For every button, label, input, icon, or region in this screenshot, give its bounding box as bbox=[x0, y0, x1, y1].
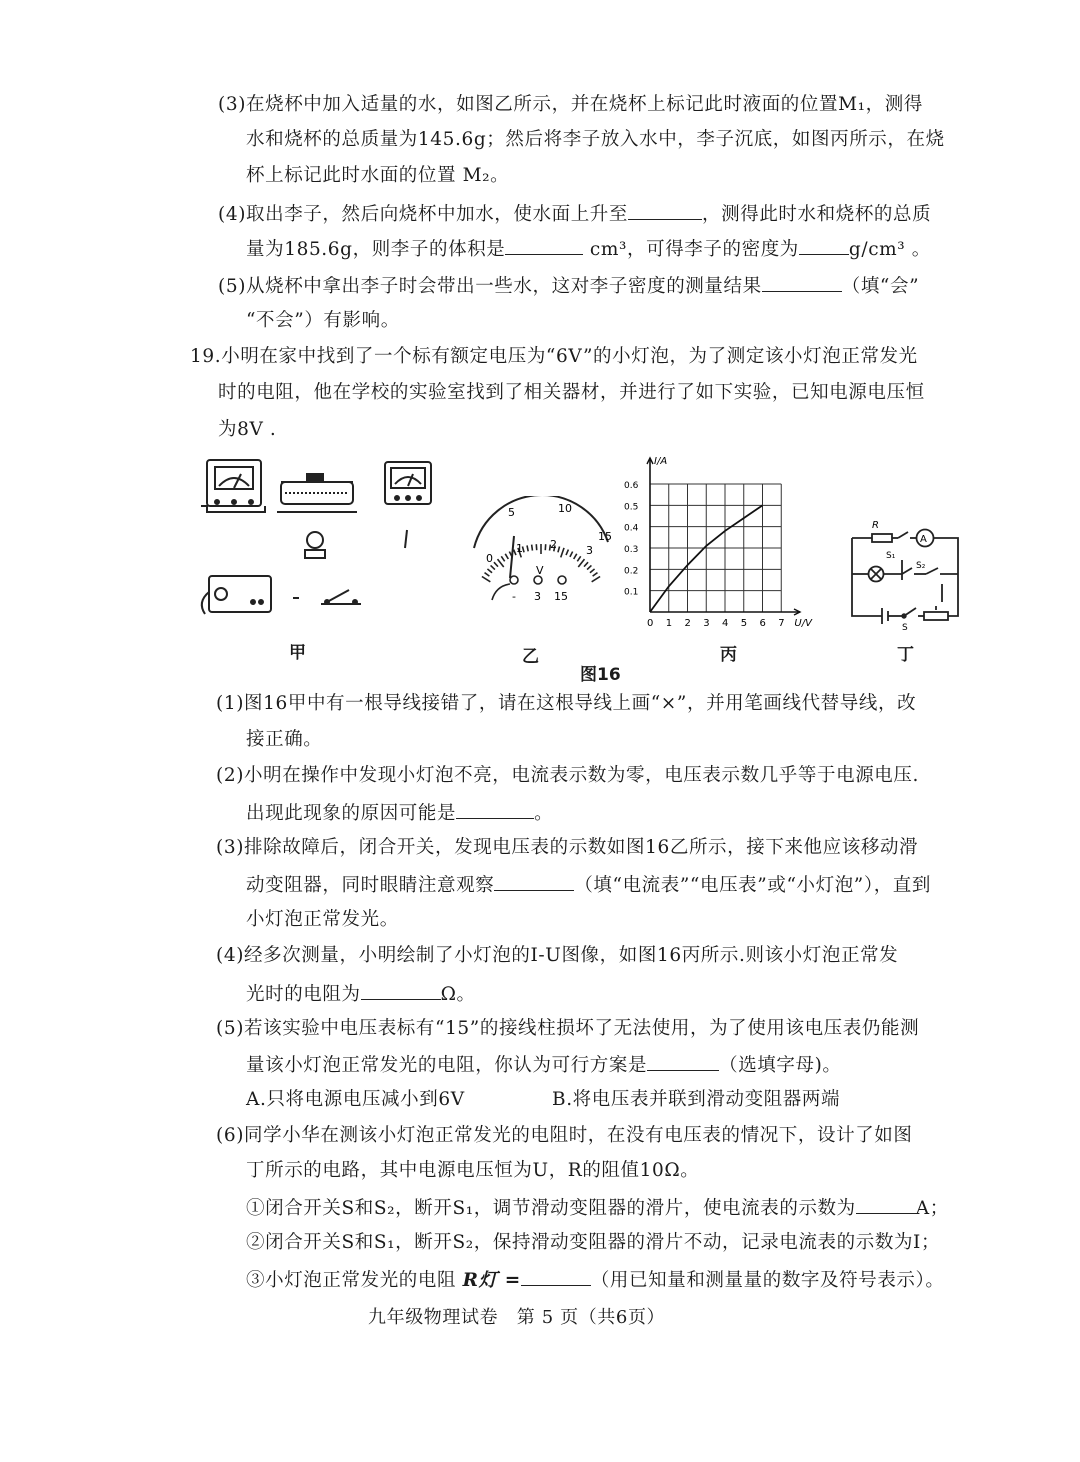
x-tick-label: 1 bbox=[665, 618, 673, 629]
q18-p5-line2: “不会”）有影响。 bbox=[246, 310, 400, 331]
x-tick-label: 7 bbox=[778, 618, 785, 629]
switch-device bbox=[321, 590, 361, 604]
dial-needle bbox=[510, 536, 514, 578]
dial-tick bbox=[574, 554, 577, 559]
y-axis-label: I/A bbox=[654, 456, 668, 467]
dial-tick bbox=[491, 565, 495, 569]
dial-tick bbox=[561, 548, 564, 557]
y-tick-label: 0.1 bbox=[624, 587, 639, 598]
dial-tick bbox=[578, 559, 584, 567]
dial-tick bbox=[592, 576, 600, 581]
circuit-label-s1: S₁ bbox=[886, 551, 896, 561]
q19-p3-line3: 小灯泡正常发光。 bbox=[246, 909, 399, 930]
q19-p6-line2: 丁所示的电路，其中电源电压恒为U，R的阻值10Ω。 bbox=[246, 1160, 700, 1181]
dial-bottom-label: 2 bbox=[550, 538, 557, 551]
q18-p4-text-d: cm³，可得李子的密度为 bbox=[589, 239, 799, 260]
dial-tick bbox=[482, 576, 490, 581]
figure-title: 图16 bbox=[580, 665, 621, 685]
q19-p3-line2 bbox=[246, 872, 931, 898]
y-tick-label: 0.2 bbox=[624, 566, 639, 577]
answer-blank[interactable] bbox=[647, 1052, 719, 1071]
dial-bottom-label: 3 bbox=[586, 544, 593, 557]
q19-p4-text-b: Ω。 bbox=[440, 984, 476, 1005]
figure-caption-yi: 乙 bbox=[522, 647, 539, 667]
y-tick-label: 0.5 bbox=[624, 502, 639, 513]
voltmeter-dial bbox=[462, 496, 620, 608]
q19-p5-line2 bbox=[246, 1052, 842, 1078]
q19-p6-step3 bbox=[246, 1267, 944, 1293]
dial-tick bbox=[527, 545, 528, 551]
answer-blank[interactable] bbox=[456, 800, 534, 819]
q19-p5-option-b: B.将电压表并联到滑动变阻器两端 bbox=[552, 1089, 841, 1110]
q19-p5-option-a: A.只将电源电压减小到6V bbox=[246, 1089, 465, 1110]
q19-p6-step1-text-a: ①闭合开关S和S₂，断开S₁，调节滑动变阻器的滑片，使电流表的示数为 bbox=[246, 1198, 856, 1219]
figure-caption-bing: 丙 bbox=[720, 645, 737, 665]
rheostat-device bbox=[277, 474, 357, 512]
y-tick-label: 0.3 bbox=[624, 545, 639, 555]
ammeter-device bbox=[201, 460, 265, 512]
circuit-label-s2: S₂ bbox=[916, 561, 926, 571]
q19-p4-text-a: 光时的电阻为 bbox=[246, 984, 361, 1005]
bulb-device bbox=[305, 532, 325, 558]
answer-blank[interactable] bbox=[494, 872, 574, 891]
x-tick-label: 2 bbox=[684, 618, 691, 629]
q18-p4-text-b: ，测得此时水和烧杯的总质 bbox=[702, 204, 932, 225]
q19-p2-text-a: 出现此现象的原因可能是 bbox=[246, 803, 457, 824]
answer-blank[interactable] bbox=[505, 236, 583, 255]
q19-p5-text-b: （选填字母)。 bbox=[719, 1055, 842, 1076]
circuit-label-r: R bbox=[872, 520, 879, 531]
answer-blank[interactable] bbox=[628, 201, 702, 220]
q19-p6-step3-text-a: ③小灯泡正常发光的电阻 bbox=[246, 1270, 457, 1291]
dial-tick bbox=[593, 573, 598, 577]
y-tick-label: 0.4 bbox=[624, 523, 639, 534]
dial-tick bbox=[487, 569, 492, 573]
dial-bottom-label: 1 bbox=[516, 542, 523, 555]
dial-tick bbox=[584, 562, 588, 566]
ammeter-symbol-label: A bbox=[920, 534, 927, 545]
iu-chart bbox=[622, 452, 822, 636]
voltmeter-device bbox=[385, 462, 431, 504]
q18-p4-text-e: g/cm³ 。 bbox=[848, 239, 931, 260]
y-tick-label: 0.6 bbox=[624, 481, 639, 491]
dial-unit: V bbox=[536, 564, 544, 577]
figure-apparatus bbox=[195, 452, 435, 622]
q19-p6-step2: ②闭合开关S和S₁，断开S₂，保持滑动变阻器的滑片不动，记录电流表的示数为I； bbox=[246, 1232, 941, 1253]
dial-tick bbox=[587, 565, 591, 569]
answer-blank[interactable] bbox=[856, 1195, 916, 1214]
dial-top-label: 5 bbox=[508, 506, 515, 519]
dial-tick bbox=[494, 562, 498, 566]
dial-tick bbox=[566, 550, 568, 556]
q19-p2-line2 bbox=[246, 800, 553, 826]
dial-tick bbox=[505, 554, 508, 559]
q19-p6-step1-text-b: A； bbox=[915, 1198, 949, 1219]
q19-p5-text-a: 量该小灯泡正常发光的电阻，你认为可行方案是 bbox=[246, 1055, 648, 1076]
x-tick-label: 4 bbox=[722, 618, 729, 629]
dial-tick bbox=[558, 547, 560, 553]
q18-p5-text-a: (5)从烧杯中拿出李子时会带出一些水，这对李子密度的测量结果 bbox=[218, 276, 762, 297]
q18-p4-text-c: 量为185.6g，则李子的体积是 bbox=[246, 239, 506, 260]
answer-blank[interactable] bbox=[361, 981, 441, 1000]
q18-p5-line1 bbox=[218, 273, 919, 299]
terminal-label: - bbox=[512, 590, 516, 603]
x-tick-label: 5 bbox=[740, 618, 748, 629]
q19-p4-line2 bbox=[246, 981, 476, 1007]
dial-tick bbox=[590, 569, 595, 573]
power-supply-device bbox=[202, 576, 271, 614]
answer-blank[interactable] bbox=[521, 1267, 591, 1286]
q18-p4-line2 bbox=[246, 236, 931, 262]
page-footer: 九年级物理试卷 第 5 页（共6页） bbox=[368, 1307, 666, 1328]
q18-p4-text-a: (4)取出李子，然后向烧杯中加水，使水面上升至 bbox=[218, 204, 629, 225]
q19-intro-line3: 为8V . bbox=[218, 419, 277, 440]
q19-p2-line1: (2)小明在操作中发现小灯泡不亮，电流表示数为零，电压表示数几乎等于电源电压. bbox=[216, 765, 919, 786]
dial-tick bbox=[532, 545, 533, 551]
answer-blank[interactable] bbox=[762, 273, 842, 292]
q19-p1-line1: (1)图16甲中有一根导线接错了，请在这根导线上画“×”，并用笔画线代替导线，改 bbox=[216, 693, 917, 714]
q19-p4-line1: (4)经多次测量，小明绘制了小灯泡的I-U图像，如图16丙所示.则该小灯泡正常发 bbox=[216, 945, 899, 966]
q18-p4-line1 bbox=[218, 201, 931, 227]
x-tick-label: 3 bbox=[703, 618, 710, 629]
q18-p5-text-b: （填“会” bbox=[841, 276, 920, 297]
x-tick-label: 0 bbox=[647, 618, 654, 629]
dial-tick bbox=[485, 573, 490, 577]
circuit-diagram bbox=[846, 510, 970, 632]
terminal-label: 3 bbox=[534, 590, 541, 603]
q18-p3-line3: 杯上标记此时水面的位置 M₂。 bbox=[246, 165, 510, 186]
q19-p3-text-a: 动变阻器，同时眼睛注意观察 bbox=[246, 875, 495, 896]
q19-p5-line1: (5)若该实验中电压表标有“15”的接线柱损坏了无法使用，为了使用该电压表仍能测 bbox=[216, 1018, 920, 1039]
dial-top-label: 10 bbox=[558, 502, 572, 515]
x-tick-label: 6 bbox=[759, 618, 766, 629]
q19-p1-line2: 接正确。 bbox=[246, 729, 323, 750]
q19-p6-line1: (6)同学小华在测该小灯泡正常发光的电阻时，在没有电压表的情况下，设计了如图 bbox=[216, 1125, 913, 1146]
q19-p6-step3-text-b: （用已知量和测量量的数字及符号表示）。 bbox=[590, 1270, 945, 1291]
resistance-symbol: R灯 = bbox=[462, 1270, 521, 1291]
q18-p3-line2: 水和烧杯的总质量为145.6g；然后将李子放入水中，李子沉底，如图丙所示，在烧 bbox=[246, 129, 945, 150]
q19-intro-line2: 时的电阻，他在学校的实验室找到了相关器材，并进行了如下实验，已知电源电压恒 bbox=[218, 382, 925, 403]
q19-intro-line1: 19.小明在家中找到了一个标有额定电压为“6V”的小灯泡，为了测定该小灯泡正常发光 bbox=[190, 346, 918, 367]
q18-p3-line1: (3)在烧杯中加入适量的水，如图乙所示，并在烧杯上标记此时液面的位置M₁，测得 bbox=[218, 94, 923, 115]
circuit-label-s: S bbox=[902, 623, 908, 632]
q19-p3-line1: (3)排除故障后，闭合开关，发现电压表的示数如图16乙所示，接下来他应该移动滑 bbox=[216, 837, 919, 858]
q19-p6-step1 bbox=[246, 1195, 949, 1221]
dial-tick bbox=[501, 556, 504, 561]
dial-tick bbox=[570, 552, 573, 557]
answer-blank[interactable] bbox=[799, 236, 849, 255]
figure-caption-jia: 甲 bbox=[289, 643, 306, 663]
dial-tick bbox=[577, 556, 580, 561]
q19-p3-text-b: （填“电流表”“电压表”或“小灯泡”），直到 bbox=[574, 875, 932, 896]
dial-tick bbox=[498, 559, 504, 567]
dial-top-label: 15 bbox=[598, 530, 612, 543]
terminal-label: 15 bbox=[554, 590, 568, 603]
figure-caption-ding: 丁 bbox=[897, 645, 914, 665]
x-axis-label: U/V bbox=[794, 618, 812, 629]
q19-p2-text-b: 。 bbox=[534, 803, 554, 824]
dial-bottom-label: 0 bbox=[486, 552, 493, 565]
